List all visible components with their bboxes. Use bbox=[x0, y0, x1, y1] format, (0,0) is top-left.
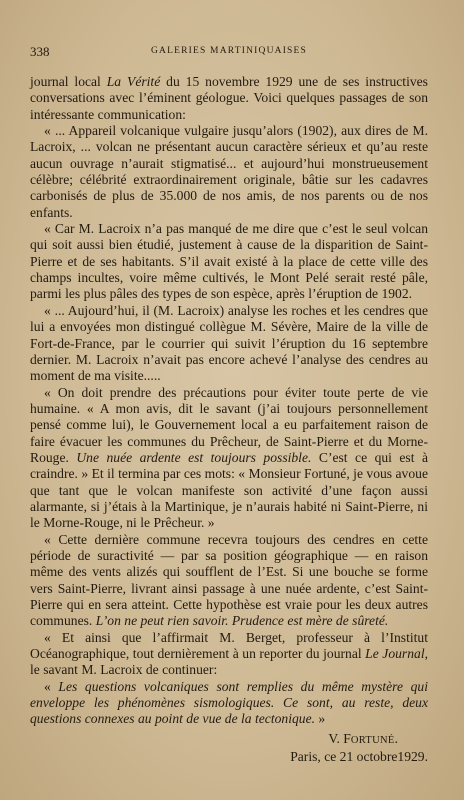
paragraph: « Les questions volcaniques sont remplies du même mystère qui enveloppe les phénomènes sismologiques. Ce sont, au reste, deux questions connexes au point de vue de la tectonique. » bbox=[30, 678, 428, 727]
paragraph: « ... Aujourd’hui, il (M. Lacroix) analyse les roches et les cendres que lui a envoyées mon distingué collègue M. Sévère, Maire de la ville de Fort-de-France, par le courrier qui suivit l’éruption du 16 septembre dernier. M. Lacroix n’avait pas encore achevé l’analyse des cendres au moment de ma visite..... bbox=[30, 302, 428, 384]
dateline: Paris, ce 21 octobre1929. bbox=[290, 749, 428, 765]
signature: V. FORTUNÉ. bbox=[328, 730, 398, 746]
emphasis: Une nuée ardente est toujours possible. bbox=[76, 449, 312, 465]
paragraph: « Cette dernière commune recevra toujours des cendres en cette période de suractivité — par sa position géographique — en raison même des vents alizés qui soufflent de l’Est. Si une bouche se forme vers Saint-Pierre, livrant ainsi passage à une nuée ardente, c’est Saint-Pierre qui en sera atteint. Cette hypothèse est vraie pour les deux autres communes. L’on ne peut rien savoir. Prudence est mère de sûreté. bbox=[30, 531, 428, 629]
paragraph: « On doit prendre des précautions pour éviter toute perte de vie humaine. « A mon avis, dit le savant (j’ai toujours personnellement pensé comme lui), le Gouvernement local a eu parfaitement raison de faire évacuer les communes du Prêcheur, de Saint-Pierre et du Morne-Rouge. Une nuée ardente est toujours possible. C’est ce qui est à craindre. » Et il termina par ces mots: « Monsieur Fortuné, je vous avoue que tant que le volcan manifeste son activité d’une façon aussi alarmante, si j’étais à la Martinique, je n’aurais habité ni Saint-Pierre, ni le Morne-Rouge, ni le Prêcheur. » bbox=[30, 384, 428, 531]
paragraph: « Et ainsi que l’affirmait M. Berget, professeur à l’Institut Océanographique, tout dernièrement à un reporter du journal Le Journal, le savant M. Lacroix de continuer: bbox=[30, 629, 428, 678]
newspaper-title: Le Journal bbox=[365, 646, 425, 662]
page-number: 338 bbox=[30, 44, 50, 59]
quotation: Les questions volcaniques sont remplies du même mystère qui enveloppe les phénomènes sismologiques. Ce sont, au reste, deux questions connexes au point de vue de la tectonique. bbox=[30, 678, 428, 727]
paragraph: « ... Appareil volcanique vulgaire jusqu’alors (1902), aux dires de M. Lacroix, ... volcan ne présentant aucun caractère sérieux et qu’au reste aucun ouvrage n’aurait stigmatisé... et aujourd’hui monstrueusement célèbre; célébrité extraordinairement originale, bâtie sur les cadavres carbonisés de plus de 35.000 de nos amis, de nos parents ou de nos enfants. bbox=[30, 123, 428, 220]
paragraph: « Car M. Lacroix n’a pas manqué de me dire que c’est le seul volcan qui soit aussi bien étudié, justement à cause de la disparition de Saint-Pierre et de ses habitants. S’il avait existé à la place de cette ville des champs incultes, voire même cultivés, le Mont Pelé serait resté pâle, parmi les plus pâles des types de son espèce, après l’éruption de 1902. bbox=[30, 221, 428, 302]
paragraph: journal local La Vérité du 15 novembre 1929 une de ses instructives conversations avec l’éminent géologue. Voici quelques passages de son intéressante communication: bbox=[30, 74, 428, 122]
newspaper-title: La Vérité bbox=[106, 74, 161, 89]
page-header bbox=[30, 44, 428, 62]
body-text bbox=[30, 74, 428, 765]
emphasis: L’on ne peut rien savoir. Prudence est mère de sûreté. bbox=[95, 613, 389, 629]
running-title: GALERIES MARTINIQUAISES bbox=[150, 46, 308, 56]
